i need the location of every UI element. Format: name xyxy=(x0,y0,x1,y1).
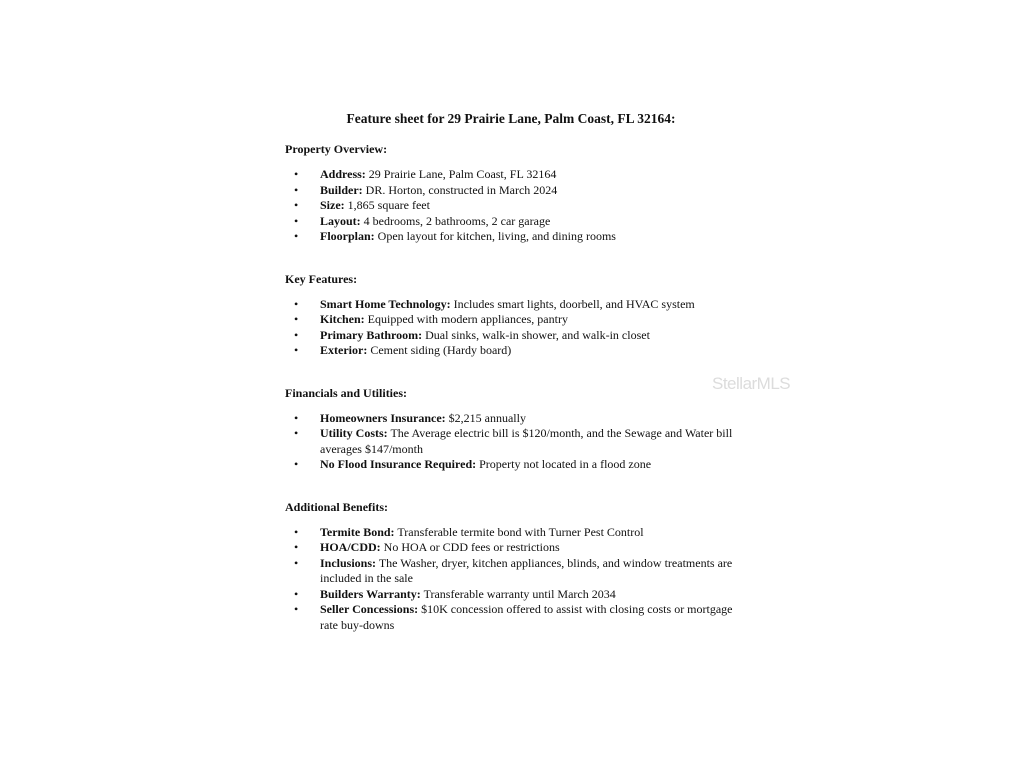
list-item xyxy=(285,457,745,473)
list-item xyxy=(285,312,745,328)
item-label: Termite Bond: xyxy=(320,524,395,539)
item-text: Dual sinks, walk-in shower, and walk-in closet xyxy=(425,327,650,342)
section-heading: Financials and Utilities: xyxy=(285,385,408,400)
item-text: Transferable warranty until March 2034 xyxy=(423,586,616,601)
list-item xyxy=(285,411,745,427)
section-key-features xyxy=(285,271,745,359)
item-text: Equipped with modern appliances, pantry xyxy=(367,312,568,326)
item-label: Homeowners Insurance: xyxy=(320,410,446,425)
list-item xyxy=(285,328,745,344)
item-label: Smart Home Technology: xyxy=(320,296,451,311)
list-item xyxy=(285,343,745,359)
item-label: Floorplan: xyxy=(320,229,375,243)
section-financials-utilities xyxy=(285,385,745,473)
item-text: $10K concession offered to assist with closing costs or mortgage rate buy-downs xyxy=(320,602,733,632)
item-label: Kitchen: xyxy=(320,312,365,326)
item-label: Exterior: xyxy=(320,343,368,357)
list-item xyxy=(285,214,745,230)
list-item xyxy=(285,525,745,541)
list-item xyxy=(285,297,745,313)
list-item xyxy=(285,556,745,587)
item-label: No Flood Insurance Required: xyxy=(320,457,477,471)
section-heading: Property Overview: xyxy=(285,142,388,156)
item-label: Layout: xyxy=(320,213,361,228)
item-label: Utility Costs: xyxy=(320,426,388,440)
section-additional-benefits xyxy=(285,499,745,634)
item-text: $2,215 annually xyxy=(448,410,526,425)
item-label: Builders Warranty: xyxy=(320,586,421,601)
item-text: Cement siding (Hardy board) xyxy=(370,343,512,357)
section-heading: Additional Benefits: xyxy=(285,499,389,514)
item-text: Transferable termite bond with Turner Pest Control xyxy=(397,524,644,539)
item-text: 1,865 square feet xyxy=(347,198,430,212)
bullet-list xyxy=(285,525,745,634)
item-label: Primary Bathroom: xyxy=(320,327,423,342)
section-heading: Key Features: xyxy=(285,271,358,286)
feature-sheet-document xyxy=(285,110,745,659)
list-item xyxy=(285,229,745,245)
stellarmls-watermark: StellarMLS xyxy=(712,374,791,393)
item-text: Property not located in a flood zone xyxy=(479,457,652,471)
list-item xyxy=(285,602,745,633)
item-text: The Average electric bill is $120/month, and the Sewage and Water bill averages $147/month xyxy=(320,426,733,456)
list-item xyxy=(285,540,745,556)
bullet-list xyxy=(285,411,745,473)
item-text: The Washer, dryer, kitchen appliances, blinds, and window treatments are included in the sale xyxy=(320,555,733,585)
item-text: Open layout for kitchen, living, and dining rooms xyxy=(377,229,616,243)
item-label: Inclusions: xyxy=(320,555,377,570)
item-text: 4 bedrooms, 2 bathrooms, 2 car garage xyxy=(363,213,551,228)
item-text: DR. Horton, constructed in March 2024 xyxy=(365,182,558,197)
section-property-overview xyxy=(285,141,745,245)
item-text: Includes smart lights, doorbell, and HVAC system xyxy=(453,296,695,311)
item-label: Address: xyxy=(320,167,366,181)
bullet-list xyxy=(285,167,745,245)
item-label: Builder: xyxy=(320,182,363,197)
item-label: HOA/CDD: xyxy=(320,540,381,554)
item-label: Size: xyxy=(320,198,345,212)
list-item xyxy=(285,198,745,214)
item-text: 29 Prairie Lane, Palm Coast, FL 32164 xyxy=(368,167,557,181)
list-item xyxy=(285,587,745,603)
bullet-list xyxy=(285,297,745,359)
list-item xyxy=(285,426,745,457)
item-text: No HOA or CDD fees or restrictions xyxy=(383,540,560,554)
item-label: Seller Concessions: xyxy=(320,602,419,616)
list-item xyxy=(285,167,745,183)
document-title: Feature sheet for 29 Prairie Lane, Palm Coast, FL 32164: xyxy=(346,111,676,126)
list-item xyxy=(285,183,745,199)
